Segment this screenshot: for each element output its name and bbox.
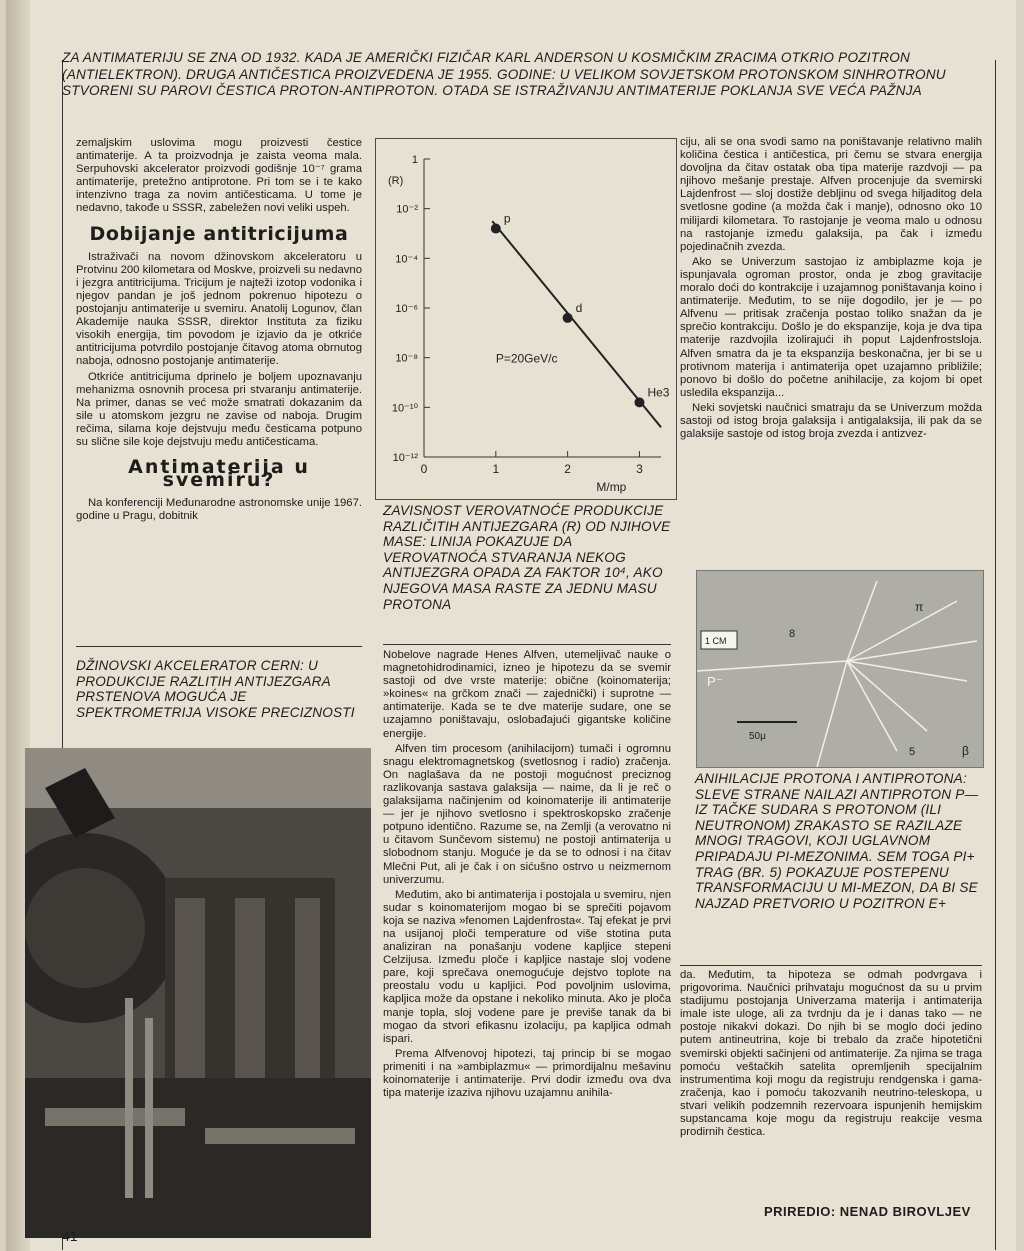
pi-label: π bbox=[915, 600, 924, 614]
right-margin-rule bbox=[995, 60, 996, 1250]
y-tick-label: 10⁻⁶ bbox=[395, 303, 418, 315]
col3-paragraph-2: Ako se Univerzum sastojao iz ambiplazme koja je ispunjavala ogroman prostor, onda je zbog gravitacije moralo doći do kontrakcije i uzajamnog poništavanja koino i antimaterije. Međutim, to se nije dogodilo, jer je — po Alfvenu — pritisak zračenja postao toliko snažan da je sprečio kontrakciju. Došlo je do ekspanzije, koja je dva tipa materije razdvojila izolirajući ih poput Lajdenfrostsloja. Alfven smatra da je ta ekspanzija beskonačna, jer bi se u protivnom materija i antimaterija opet uzajamno približile; ponovo bi došlo do početne anihilacije, za kojom bi opet usledila ekspanzija... bbox=[680, 255, 982, 399]
divider-line bbox=[76, 646, 362, 647]
x-tick-label: 1 bbox=[492, 462, 500, 476]
point-label: He3 bbox=[647, 385, 670, 400]
point-label: p bbox=[503, 211, 511, 226]
x-tick-label: 0 bbox=[420, 462, 428, 476]
x-axis-label: M/mp bbox=[596, 480, 627, 494]
chart-frame bbox=[375, 138, 677, 500]
page-number: 41 bbox=[62, 1228, 78, 1244]
col3-paragraph-3: Neki sovjetski naučnici smatraju da se Univerzum možda sastoji od istog broja galaksija i antigalaksija, ili pak da se galaksije sastoje od istog broja zvezda i antizvez- bbox=[680, 401, 982, 441]
bubble-chamber-photo bbox=[696, 570, 984, 768]
column-1 bbox=[76, 137, 362, 525]
y-tick-label: 1 bbox=[411, 154, 418, 166]
track-5-label: 5 bbox=[909, 746, 916, 758]
col2-paragraph-3: Međutim, ako bi antimaterija i postojala u svemiru, njen sudar s koinomaterijom mogao bi se sprečiti pojavom koja se naziva »fenomen Lajdenfrosta«. Taj efekat je prvi na usijanoj ploči temperature od više stotina puta analiziran na ponašanju vodene kapljice stepeni Celzijusa. Između ploče i kapljice nastaje sloj vodene pare, koji sprečava onemogućuje dejstvo toplote na preostalu vodu u kapljici. Pod povoljnim uslovima, kapljica može da opstane i nekoliko minuta. Ako je ploča manje topla, sloj vodene pare je previše tanak da bi mogao da stvori efikasnu izolaciju, pa kapljica odmah ispari. bbox=[383, 888, 671, 1045]
probability-chart bbox=[376, 139, 676, 499]
accelerator-photo bbox=[25, 748, 371, 1238]
y-tick-label: 10⁻⁸ bbox=[395, 352, 418, 365]
y-tick-label: 10⁻⁴ bbox=[395, 253, 418, 266]
y-axis-label: (R) bbox=[388, 174, 404, 187]
heading-antitritium: Dobijanje antitricijuma bbox=[89, 222, 349, 245]
col3-paragraph-1: ciju, ali se ona svodi samo na poništavanje relativno malih količina čestica i antičestica, pri čemu se stvara energija dovoljna da čitav ostatak oba tipa materije razdvoji — pa njihovo mešanje prestaje. Alfven procenjuje da svemirski Lajdenfrost — sloj dostiže debljinu od svega hiljaditog dela svetlosne godine (a možda čak i manje), odnosno oko 10 milijardi kilometara. To rastojanje je veoma malo u odnosu na rastojanje između galaksija, pa čak i između pojedinačnih zvezda. bbox=[680, 136, 982, 253]
col1-paragraph-4: Na konferenciji Međunarodne astronomske unije 1967. godine u Pragu, dobitnik bbox=[76, 497, 362, 523]
col1-paragraph-2: Istraživači na novom džinovskom akceleratoru u Protvinu 200 kilometara od Moskve, proizveli su nedavno i jezgra antitricijuma. Tricijum je najteži izotop vodonika i njegov pandan je još jednom pokrenuo hipotezu o postojanju antimaterije u svemiru. Anatolij Logunov, član Akademije nauka SSSR, direktor Instituta za fiziku visokih energija, tim povodom je izjavio da je otkriće antitricijuma potvrdilo postojanje čitavog atoma obrnutog naboja, odnosno postojanje antimaterije. bbox=[76, 250, 362, 368]
col2-paragraph-2: Alfven tim procesom (anihilacijom) tumači i ogromnu snagu elektromagnetskog (svetlosnog i radio) zračenja. On naglašava da ne postoji mogućnost preciznog razlikovanja sastava galaksija — naime, da li je reč o galaksijama načinjenim od koinomaterije ili antimaterije — jer je njihovo svetlosno i spektroskopsko zračenje potpuno identično. Razume se, na Zemlji (a verovatno ni u čitavom Sunčevom sistemu) ne postoji antimaterija u slobodnom stanju. Moguće je da se to odnosi i na čitav Mlečni Put, ali je čak i on sićušno ostrvo u neizmernom univerzumu. bbox=[383, 742, 671, 886]
col1-paragraph-1: zemaljskim uslovima mogu proizvesti čestice antimaterije. A ta proizvodnja je zaista veoma mala. Serpuhovski akcelerator proizvodi godišnje 10⁻⁷ grama antimaterije, pretežno antiprotone. Pri tom se i te kako intenzivno traga za novim antičesticama. U tome je nedavno, takođe u SSSR, zabeležen novi veliki uspeh. bbox=[76, 137, 362, 215]
col2-paragraph-4: Prema Alfvenovoj hipotezi, taj princip bi se mogao primeniti i na »ambiplazmu« — primordijalnu mešavinu koinomaterije i antimaterije. Prvi dodir između ova dva tipa materije izaziva njihovu uzajamnu anihila- bbox=[383, 1047, 671, 1100]
fit-line bbox=[492, 221, 661, 427]
ref-label: 1 CM bbox=[705, 636, 727, 646]
column-2 bbox=[383, 649, 671, 1102]
data-point bbox=[491, 224, 501, 234]
divider-line bbox=[383, 644, 671, 645]
beta-label: β bbox=[962, 744, 969, 758]
x-tick-label: 3 bbox=[636, 462, 643, 476]
data-point bbox=[634, 397, 644, 407]
col1-paragraph-3: Otkriće antitricijuma dprinelo je boljem upoznavanju mehanizma osnovnih procesa pri stvaranju antimaterije. Na primer, danas se već može smatrati dokazanim da sile u atomskom jezgru ne zavise od naboja. Drugim rečima, silama koje dejstvuju među česticama potpuno su slične sile koje dejstvuju među antičesticama. bbox=[76, 370, 362, 448]
divider-line bbox=[680, 965, 982, 966]
scale-label: 50μ bbox=[749, 731, 766, 742]
track-8-label: 8 bbox=[789, 628, 796, 640]
point-label: d bbox=[575, 300, 583, 315]
heading-antimatter-space: Antimaterija u svemiru? bbox=[128, 456, 310, 492]
chart-annotation: P=20GeV/c bbox=[495, 351, 558, 366]
intro-lead: ZA ANTIMATERIJU SE ZNA OD 1932. KADA JE AMERIČKI FIZIČAR KARL ANDERSON U KOSMIČKIM ZRACIMA OTKRIO POZITRON (ANTIELEKTRON). DRUGA ANTIČESTICA PROIZVEDENA JE 1955. GODINE: U VELIKOM SOVJETSKOM PROTONSKOM SINHROTRONU STVORENI SU PAROVI ČESTICA PROTON-ANTIPROTON. OTADA SE ISTRAŽIVANJU ANTIMATERIJE POKLANJA SVE VEĆA PAŽNJA bbox=[62, 50, 946, 99]
column-3-bottom bbox=[680, 969, 982, 1141]
column-3-top bbox=[680, 136, 982, 443]
x-tick-label: 2 bbox=[564, 462, 571, 476]
y-tick-label: 10⁻¹⁰ bbox=[391, 402, 418, 415]
col2-paragraph-1: Nobelove nagrade Henes Alfven, utemeljivač nauke o magnetohidrodinamici, izneo je hipotezu da se svemir sastoji od dve vrste materije: obične (koinomaterija; »koines« na grčkom znači — zajednički) i suprotne — antimaterije. Kada se te dve materije sudare, one se uzajamno poništavaju, oslobađajući gigantske količine energije. bbox=[383, 649, 671, 740]
caption-chart: ZAVISNOST VEROVATNOĆE PRODUKCIJE RAZLIČITIH ANTIJEZGARA (R) OD NJIHOVE MASE: LINIJA POKAZUJE DA VEROVATNOĆA STVARANJA NEKOG ANTIJEZGRA OPADA ZA FAKTOR 10⁴, AKO NJEGOVA MASA RASTE ZA JEDNU MASU PROTONA bbox=[383, 503, 671, 612]
caption-cern: DŽINOVSKI AKCELERATOR CERN: U PRODUKCIJE RAZLITIH ANTIJEZGARA PRSTENOVA MOGUĆA JE SPEKTROMETRIJA VISOKE PRECIZNOSTI bbox=[76, 658, 355, 720]
data-point bbox=[563, 313, 573, 323]
y-tick-label: 10⁻¹² bbox=[392, 452, 418, 464]
col3b-paragraph-1: da. Međutim, ta hipoteza se odmah podvrgava i prigovorima. Naučnici prihvataju mogućnost da su u prvim stadijumu postojanja Univerzama materija i antimaterija imale iste uloge, ali za tvrdnju da je i danas tako — ne postoje nikakvi dokazi. Do njih bi se moglo doći jedino putem antineutrina, koje bi trebalo da zrače hipotetični svemirski objekti sačinjeni od antimaterije. Za njima se traga pomoću veštačkih satelita opremljenih specijalnim instrumentima koji mogu da registruju rendgenska i gama-zračenja, kao i pomoću takozvanih neutrino-teleskopa, u stvari velikih podzemnih rezervoara ispunjenih hemijskim supstancama koje mogu da registruju reakcije vesma prodirnih čestica. bbox=[680, 969, 982, 1139]
author-signature: PRIREDIO: NENAD BIROVLJEV bbox=[764, 1204, 971, 1219]
antiproton-label: P⁻ bbox=[707, 674, 723, 689]
caption-annihilation: ANIHILACIJE PROTONA I ANTIPROTONA: SLEVE STRANE NAILAZI ANTIPROTON P— IZ TAČKE SUDARA S PROTONOM (ILI NEUTRONOM) ZRAKASTO SE RAZILAZE MNOGI TRAGOVI, KOJI UGLAVNOM PRIPADAJU PI-MEZONIMA. SEM TOGA PI+ TRAG (BR. 5) POKAZUJE POSTEPENU TRANSFORMACIJU U MI-MEZON, DA BI SE NAJZAD PRETVORIO U POZITRON E+ bbox=[695, 771, 979, 911]
y-tick-label: 10⁻² bbox=[396, 203, 418, 216]
